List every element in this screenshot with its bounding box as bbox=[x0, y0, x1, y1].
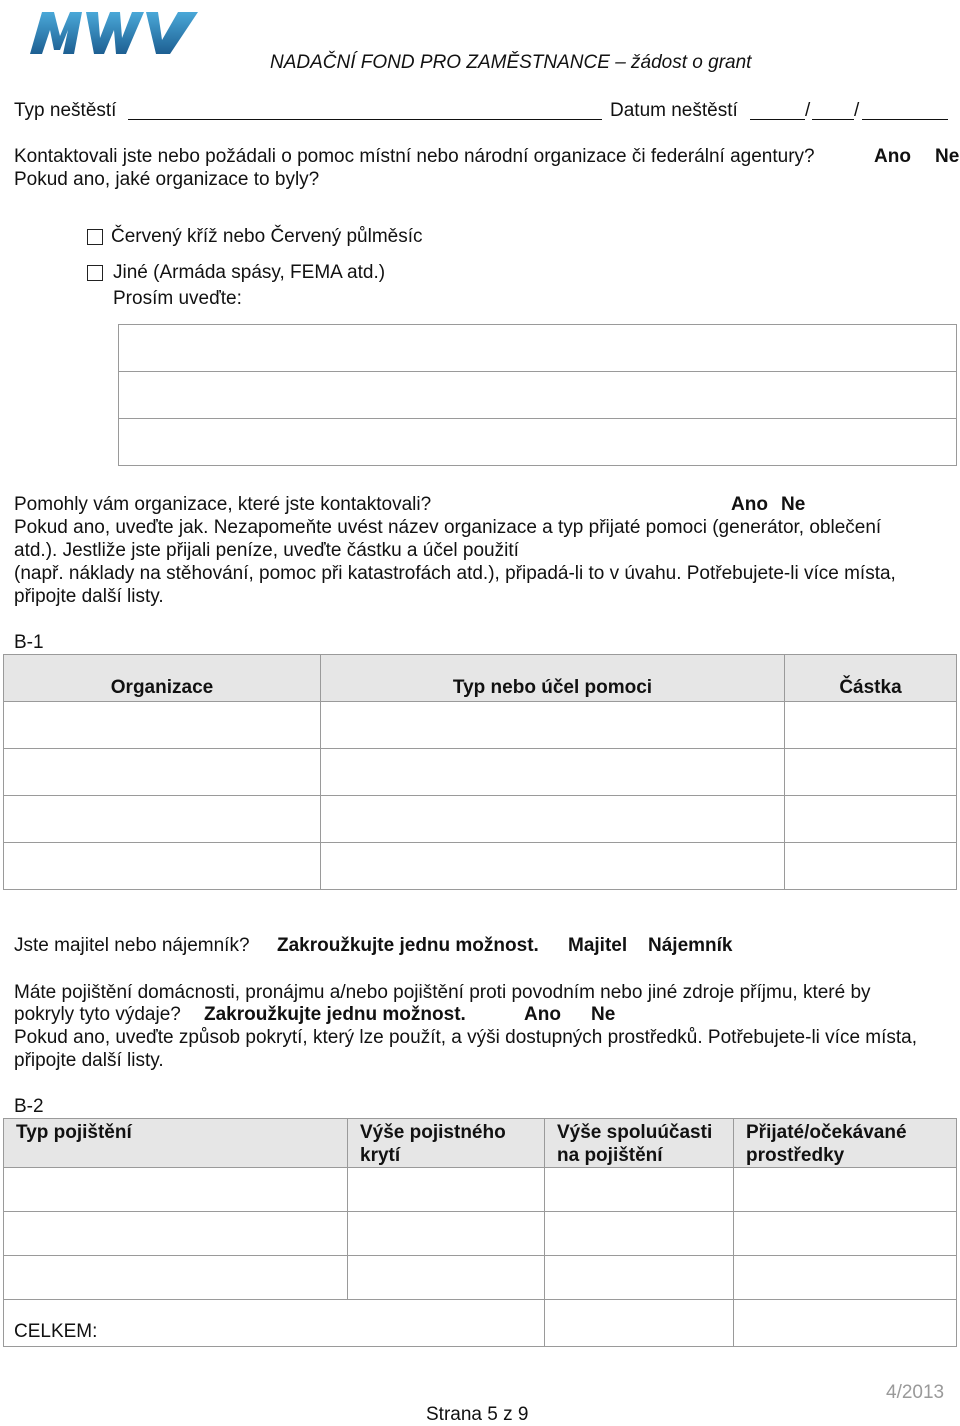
other-org-label: Jiné (Armáda spásy, FEMA atd.) bbox=[113, 262, 386, 283]
b1-cell[interactable] bbox=[4, 749, 321, 796]
form-title: NADAČNÍ FOND PRO ZAMĚSTNANCE – žádost o grant bbox=[270, 52, 752, 73]
b2-cell[interactable] bbox=[348, 1168, 545, 1212]
mwv-logo bbox=[30, 10, 200, 56]
owner-instruction: Zakroužkujte jednu možnost. bbox=[277, 935, 539, 956]
b1-cell[interactable] bbox=[4, 796, 321, 843]
insurance-yes-option[interactable]: Ano bbox=[524, 1004, 561, 1025]
b1-cell[interactable] bbox=[4, 843, 321, 890]
tenant-option[interactable]: Nájemník bbox=[648, 935, 733, 956]
helped-question: Pomohly vám organizace, které jste kontaktovali? bbox=[14, 494, 432, 515]
b1-cell[interactable] bbox=[321, 749, 785, 796]
disaster-date-year-field[interactable] bbox=[862, 119, 948, 120]
b2-cell[interactable] bbox=[545, 1212, 734, 1256]
b1-cell[interactable] bbox=[785, 702, 957, 749]
contacted-yes-option[interactable]: Ano bbox=[874, 146, 911, 167]
helped-instructions-line: připojte další listy. bbox=[14, 586, 164, 607]
b2-header-insurance-type: Typ pojištění bbox=[4, 1119, 348, 1168]
owner-question: Jste majitel nebo nájemník? bbox=[14, 935, 250, 956]
b2-header-deductible: Výše spoluúčasti na pojištění bbox=[545, 1119, 734, 1168]
b2-total-cell[interactable] bbox=[734, 1300, 957, 1347]
helped-yes-option[interactable]: Ano bbox=[731, 494, 768, 515]
helped-instructions-line: (např. náklady na stěhování, pomoc při katastrofách atd.), připadá-li to v úvahu. Potřebujete-li více místa, bbox=[14, 563, 896, 584]
disaster-date-month-field[interactable] bbox=[812, 119, 854, 120]
other-org-checkbox[interactable] bbox=[87, 265, 103, 281]
date-separator: / bbox=[854, 100, 860, 121]
b2-total-label: CELKEM: bbox=[4, 1300, 545, 1347]
insurance-instructions-line: Pokud ano, uveďte způsob pokrytí, který lze použít, a výši dostupných prostředků. Potřebujete-li více místa, bbox=[14, 1027, 918, 1048]
b2-cell[interactable] bbox=[4, 1212, 348, 1256]
b1-table bbox=[3, 654, 957, 890]
b1-header-type: Typ nebo účel pomoci bbox=[321, 655, 785, 702]
b1-cell[interactable] bbox=[4, 702, 321, 749]
b2-total-cell[interactable] bbox=[545, 1300, 734, 1347]
specify-table bbox=[118, 324, 957, 466]
specify-row[interactable] bbox=[119, 419, 957, 466]
b2-label: B-2 bbox=[14, 1096, 44, 1117]
insurance-no-option[interactable]: Ne bbox=[591, 1004, 616, 1025]
form-version-date: 4/2013 bbox=[886, 1382, 945, 1403]
b1-label: B-1 bbox=[14, 632, 44, 653]
specify-row[interactable] bbox=[119, 372, 957, 419]
b2-cell[interactable] bbox=[545, 1168, 734, 1212]
disaster-type-label: Typ neštěstí bbox=[14, 100, 117, 121]
contacted-followup: Pokud ano, jaké organizace to byly? bbox=[14, 169, 320, 190]
b2-header-funds: Přijaté/očekávané prostředky bbox=[734, 1119, 957, 1168]
b2-cell[interactable] bbox=[734, 1256, 957, 1300]
b2-cell[interactable] bbox=[348, 1256, 545, 1300]
red-cross-checkbox[interactable] bbox=[87, 229, 103, 245]
helped-no-option[interactable]: Ne bbox=[781, 494, 806, 515]
b2-cell[interactable] bbox=[348, 1212, 545, 1256]
b1-cell[interactable] bbox=[785, 749, 957, 796]
b2-header-coverage: Výše pojistného krytí bbox=[348, 1119, 545, 1168]
contacted-no-option[interactable]: Ne bbox=[935, 146, 960, 167]
date-separator: / bbox=[805, 100, 811, 121]
insurance-instruction: Zakroužkujte jednu možnost. bbox=[204, 1004, 466, 1025]
b1-cell[interactable] bbox=[321, 796, 785, 843]
specify-label: Prosím uveďte: bbox=[113, 288, 242, 309]
b1-cell[interactable] bbox=[321, 702, 785, 749]
helped-instructions-line: Pokud ano, uveďte jak. Nezapomeňte uvést název organizace a typ přijaté pomoci (generátor, oblečení bbox=[14, 517, 882, 538]
insurance-instructions-line: připojte další listy. bbox=[14, 1050, 164, 1071]
insurance-question: Máte pojištění domácnosti, pronájmu a/nebo pojištění proti povodním nebo jiné zdroje příjmu, které by bbox=[14, 982, 871, 1003]
b2-table bbox=[3, 1118, 957, 1347]
b1-cell[interactable] bbox=[785, 796, 957, 843]
b2-cell[interactable] bbox=[734, 1168, 957, 1212]
red-cross-label: Červený kříž nebo Červený půlměsíc bbox=[111, 226, 423, 247]
b1-cell[interactable] bbox=[321, 843, 785, 890]
b1-cell[interactable] bbox=[785, 843, 957, 890]
b1-header-amount: Částka bbox=[785, 655, 957, 702]
insurance-question-cont: pokryly tyto výdaje? bbox=[14, 1004, 181, 1025]
disaster-type-field[interactable] bbox=[128, 119, 602, 120]
b2-cell[interactable] bbox=[4, 1256, 348, 1300]
helped-instructions-line: atd.). Jestliže jste přijali peníze, uveďte částku a účel použití bbox=[14, 540, 519, 561]
page-number: Strana 5 z 9 bbox=[426, 1404, 529, 1425]
contacted-question: Kontaktovali jste nebo požádali o pomoc místní nebo národní organizace či federální agentury? bbox=[14, 146, 815, 167]
disaster-date-label: Datum neštěstí bbox=[610, 100, 738, 121]
owner-option[interactable]: Majitel bbox=[568, 935, 628, 956]
disaster-date-day-field[interactable] bbox=[750, 119, 805, 120]
b1-header-organization: Organizace bbox=[4, 655, 321, 702]
b2-cell[interactable] bbox=[4, 1168, 348, 1212]
specify-row[interactable] bbox=[119, 325, 957, 372]
b2-cell[interactable] bbox=[734, 1212, 957, 1256]
b2-cell[interactable] bbox=[545, 1256, 734, 1300]
